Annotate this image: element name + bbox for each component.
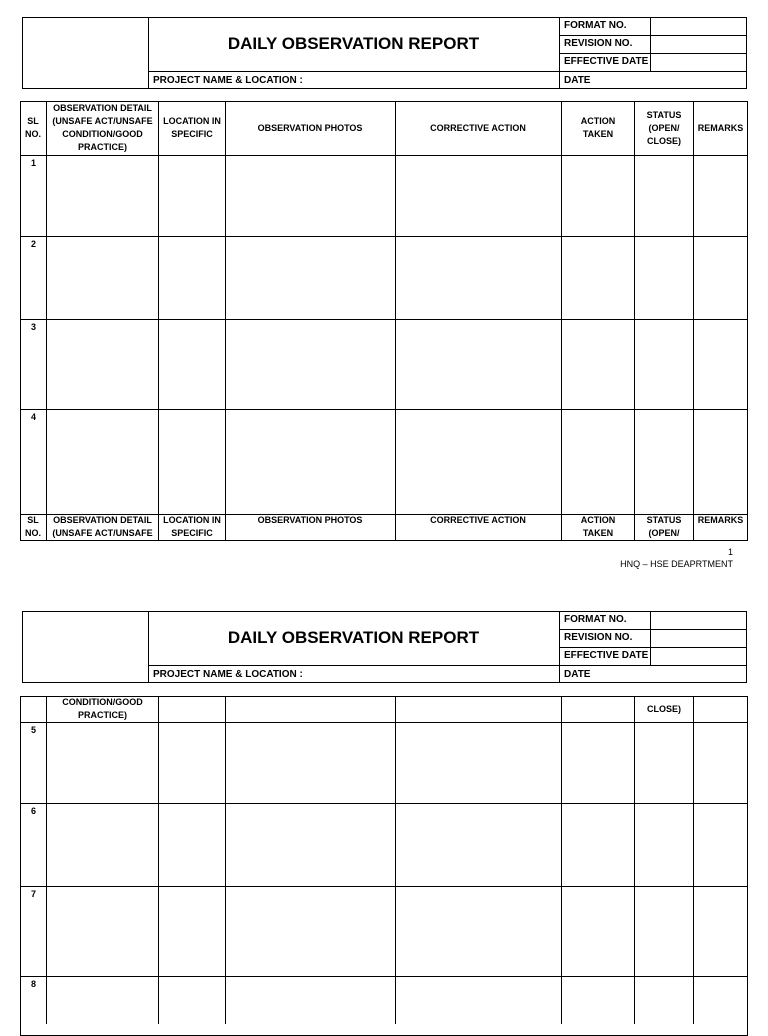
header-remarks: REMARKS (697, 122, 744, 133)
revision-no-label: REVISION NO. (564, 632, 633, 643)
header-location: LOCATION IN SPECIFIC (163, 116, 221, 139)
row-number: 4 (31, 412, 37, 422)
row-number: 7 (31, 889, 37, 899)
repeat-header-remarks: REMARKS (697, 515, 744, 525)
row-number: 1 (31, 158, 37, 168)
page-number: 1 (727, 547, 733, 557)
header-observation-detail: OBSERVATION DETAIL (UNSAFE ACT/UNSAFE CONDITION/GOOD PRACTICE) (52, 103, 153, 152)
effective-date-label: EFFECTIVE DATE (564, 650, 649, 661)
project-name-label: PROJECT NAME & LOCATION : (153, 669, 303, 680)
repeat-header-observation-detail: OBSERVATION DETAIL (UNSAFE ACT/UNSAFE (52, 515, 153, 538)
report-title: DAILY OBSERVATION REPORT (227, 34, 480, 53)
report-title: DAILY OBSERVATION REPORT (227, 628, 480, 647)
revision-no-label: REVISION NO. (564, 38, 633, 49)
header-action-taken: ACTION TAKEN (580, 116, 616, 139)
repeat-header-sl-no: SL NO. (24, 515, 41, 538)
row-number: 2 (31, 239, 37, 249)
repeat-header-status: STATUS (OPEN/ (646, 515, 682, 538)
header-sl-no: SL NO. (24, 116, 41, 139)
format-no-label: FORMAT NO. (564, 614, 627, 625)
repeat-header-location: LOCATION IN SPECIFIC (163, 515, 221, 538)
continued-header-observation-detail: CONDITION/GOOD PRACTICE) (62, 697, 143, 720)
row-number: 8 (31, 979, 37, 989)
row-number: 6 (31, 806, 37, 816)
date-label: DATE (564, 75, 591, 86)
repeat-header-observation-photos: OBSERVATION PHOTOS (257, 515, 363, 525)
format-no-label: FORMAT NO. (564, 20, 627, 31)
header-status: STATUS (OPEN/ CLOSE) (646, 109, 682, 146)
header-observation-photos: OBSERVATION PHOTOS (257, 122, 363, 133)
row-number: 5 (31, 725, 37, 735)
project-name-label: PROJECT NAME & LOCATION : (153, 75, 303, 86)
date-label: DATE (564, 669, 591, 680)
continued-header-status: CLOSE) (646, 703, 681, 714)
row-number: 3 (31, 322, 37, 332)
header-corrective-action: CORRECTIVE ACTION (430, 122, 526, 133)
effective-date-label: EFFECTIVE DATE (564, 56, 649, 67)
repeat-header-action-taken: ACTION TAKEN (580, 515, 616, 538)
repeat-header-corrective-action: CORRECTIVE ACTION (430, 515, 526, 525)
department-footer: HNQ – HSE DEAPRTMENT (620, 559, 733, 569)
